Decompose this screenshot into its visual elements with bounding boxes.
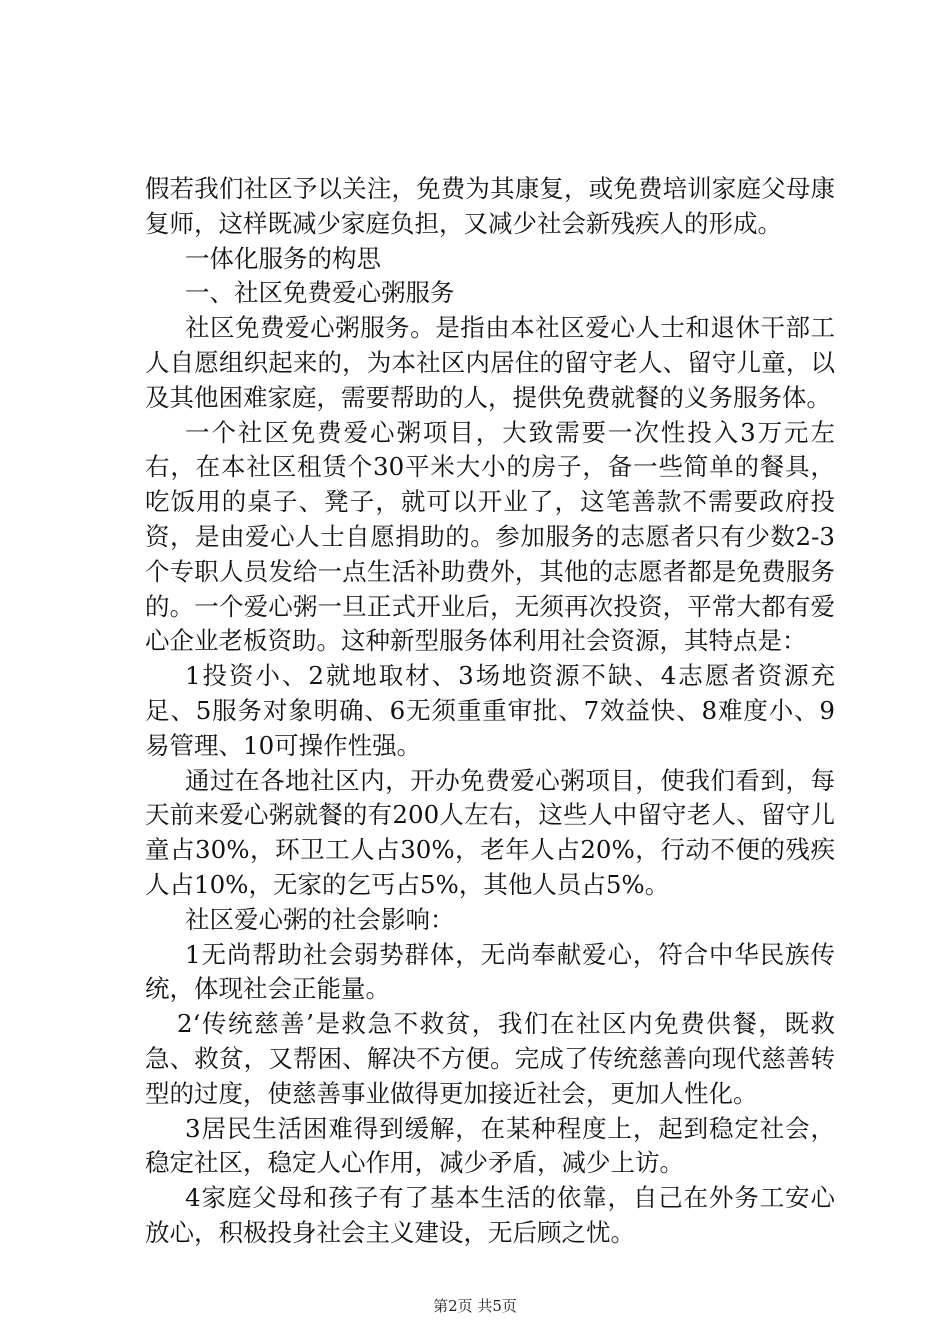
paragraph-item: 1无尚帮助社会弱势群体，无尚奉献爱心，符合中华民族传统，体现社会正能量。: [145, 939, 835, 1004]
paragraph-item: 4家庭父母和孩子有了基本生活的依靠，自己在外务工安心放心，积极投身社会主义建设，无后顾之忧。: [145, 1183, 835, 1247]
paragraph: 一个社区免费爱心粥项目，大致需要一次性投入3万元左右，在本社区租赁个30平米大小的房子，备一些简单的餐具，吃饭用的桌子、凳子，就可以开业了，这笔善款不需要政府投资，是由爱心人士自愿捐助的。参加服务的志愿者只有少数2-3个专职人员发给一点生活补助费外，其他的志愿者都是免费服务的。一个爱心粥一旦正式开业后，无须再次投资，平常大都有爱心企业老板资助。这种新型服务体利用社会资源，其特点是：: [145, 417, 835, 656]
page-number-footer: 第2页 共5页: [433, 1297, 517, 1315]
paragraph-heading: 社区爱心粥的社会影响：: [185, 904, 455, 934]
paragraph-item: 3居民生活困难得到缓解，在某种程度上，起到稳定社会，稳定社区，稳定人心作用，减少矛盾，减少上访。: [145, 1113, 835, 1178]
document-body: [145, 172, 835, 1251]
paragraph-list: 1投资小、2就地取材、3场地资源不缺、4志愿者资源充足、5服务对象明确、6无须重重审批、7效益快、8难度小、9易管理、10可操作性强。: [145, 661, 835, 760]
paragraph-continuation: 假若我们社区予以关注，免费为其康复，或免费培训家庭父母康复师，这样既减少家庭负担，又减少社会新残疾人的形成。: [145, 174, 835, 238]
section-heading: 一体化服务的构思: [185, 243, 381, 273]
paragraph: 社区免费爱心粥服务。是指由本社区爱心人士和退休干部工人自愿组织起来的，为本社区内居住的留守老人、留守儿童，以及其他困难家庭，需要帮助的人，提供免费就餐的义务服务体。: [145, 313, 835, 412]
subsection-heading: 一、社区免费爱心粥服务: [185, 278, 455, 308]
paragraph-item: 2‘传统慈善’是救急不救贫，我们在社区内免费供餐，既救急、救贫，又帮困、解决不方便。完成了传统慈善向现代慈善转型的过度，使慈善事业做得更加接近社会，更加人性化。: [145, 1009, 835, 1108]
paragraph: 通过在各地社区内，开办免费爱心粥项目，使我们看到，每天前来爱心粥就餐的有200人左右，这些人中留守老人、留守儿童占30%，环卫工人占30%，老年人占20%，行动不便的残疾人占10%，无家的乞丐占5%，其他人员占5%。: [145, 765, 835, 899]
